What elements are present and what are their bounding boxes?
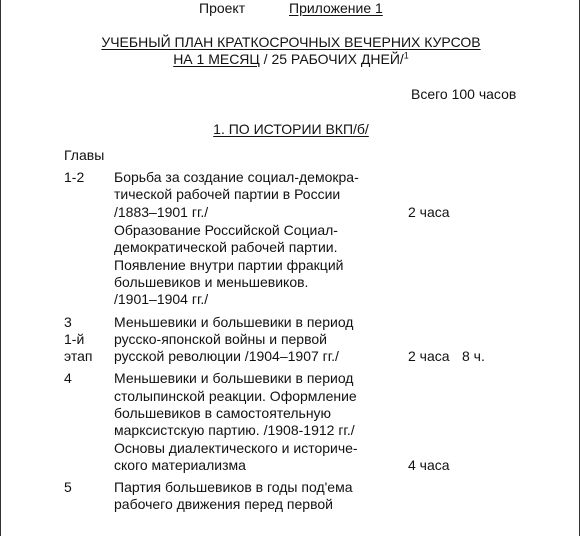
document-title-line-2 bbox=[1, 51, 580, 68]
topic-line: Меньшевики и большевики в период bbox=[114, 370, 354, 386]
chapter-number: 5 bbox=[64, 479, 72, 495]
total-hours: Всего 100 часов bbox=[411, 86, 517, 102]
stage-label: этап bbox=[64, 348, 93, 364]
topic-line: марксистскую партию. /1908-1912 гг./ bbox=[114, 422, 355, 438]
footnote-mark: 1 bbox=[403, 50, 409, 61]
topic-line: русской революции /1904–1907 гг./ bbox=[114, 348, 339, 364]
topic-line: большевиков и меньшевиков. bbox=[114, 274, 309, 290]
topic-line: Появление внутри партии фракций bbox=[114, 257, 344, 273]
topic-line: демократической рабочей партии. bbox=[114, 239, 338, 255]
topic-line: ского материализма bbox=[114, 457, 246, 473]
title-working-days: / 25 РАБОЧИХ ДНЕЙ/ bbox=[259, 51, 404, 67]
draft-label: Проект bbox=[199, 0, 246, 16]
section-title: 1. ПО ИСТОРИИ ВКП/б/ bbox=[213, 121, 369, 137]
document-title-line-1: УЧЕБНЫЙ ПЛАН КРАТКОСРОЧНЫХ ВЕЧЕРНИХ КУРСОВ bbox=[101, 34, 481, 50]
stage-total-hours: 8 ч. bbox=[462, 348, 485, 364]
appendix-label: Приложение 1 bbox=[289, 0, 383, 16]
chapters-column-heading: Главы bbox=[64, 147, 105, 163]
stage-label: 1-й bbox=[64, 331, 85, 347]
hours-value: 4 часа bbox=[408, 457, 450, 473]
topic-line: /1883–1901 гг./ bbox=[114, 204, 209, 220]
topic-line: Основы диалектического и историче- bbox=[114, 440, 358, 456]
topic-line: /1901–1904 гг./ bbox=[114, 291, 209, 307]
topic-line: столыпинской реакции. Оформление bbox=[114, 388, 357, 404]
topic-line: Меньшевики и большевики в период bbox=[114, 314, 354, 330]
chapter-number: 4 bbox=[64, 370, 72, 386]
topic-line: большевиков в самостоятельную bbox=[114, 405, 332, 421]
chapter-number: 3 bbox=[64, 314, 72, 330]
topic-line: рабочего движения перед первой bbox=[114, 496, 333, 512]
topic-line: русско-японской войны и первой bbox=[114, 331, 327, 347]
hours-value: 2 часа bbox=[408, 348, 450, 364]
topic-line: Партия большевиков в годы под'ема bbox=[114, 479, 353, 495]
chapter-number: 1-2 bbox=[64, 169, 85, 185]
hours-value: 2 часа bbox=[408, 204, 450, 220]
topic-line: тической рабочей партии в России bbox=[114, 186, 341, 202]
title-duration: НА 1 МЕСЯЦ bbox=[173, 51, 260, 67]
topic-line: Образование Российской Социал- bbox=[114, 222, 338, 238]
topic-line: Борьба за создание социал-демокра- bbox=[114, 169, 359, 185]
